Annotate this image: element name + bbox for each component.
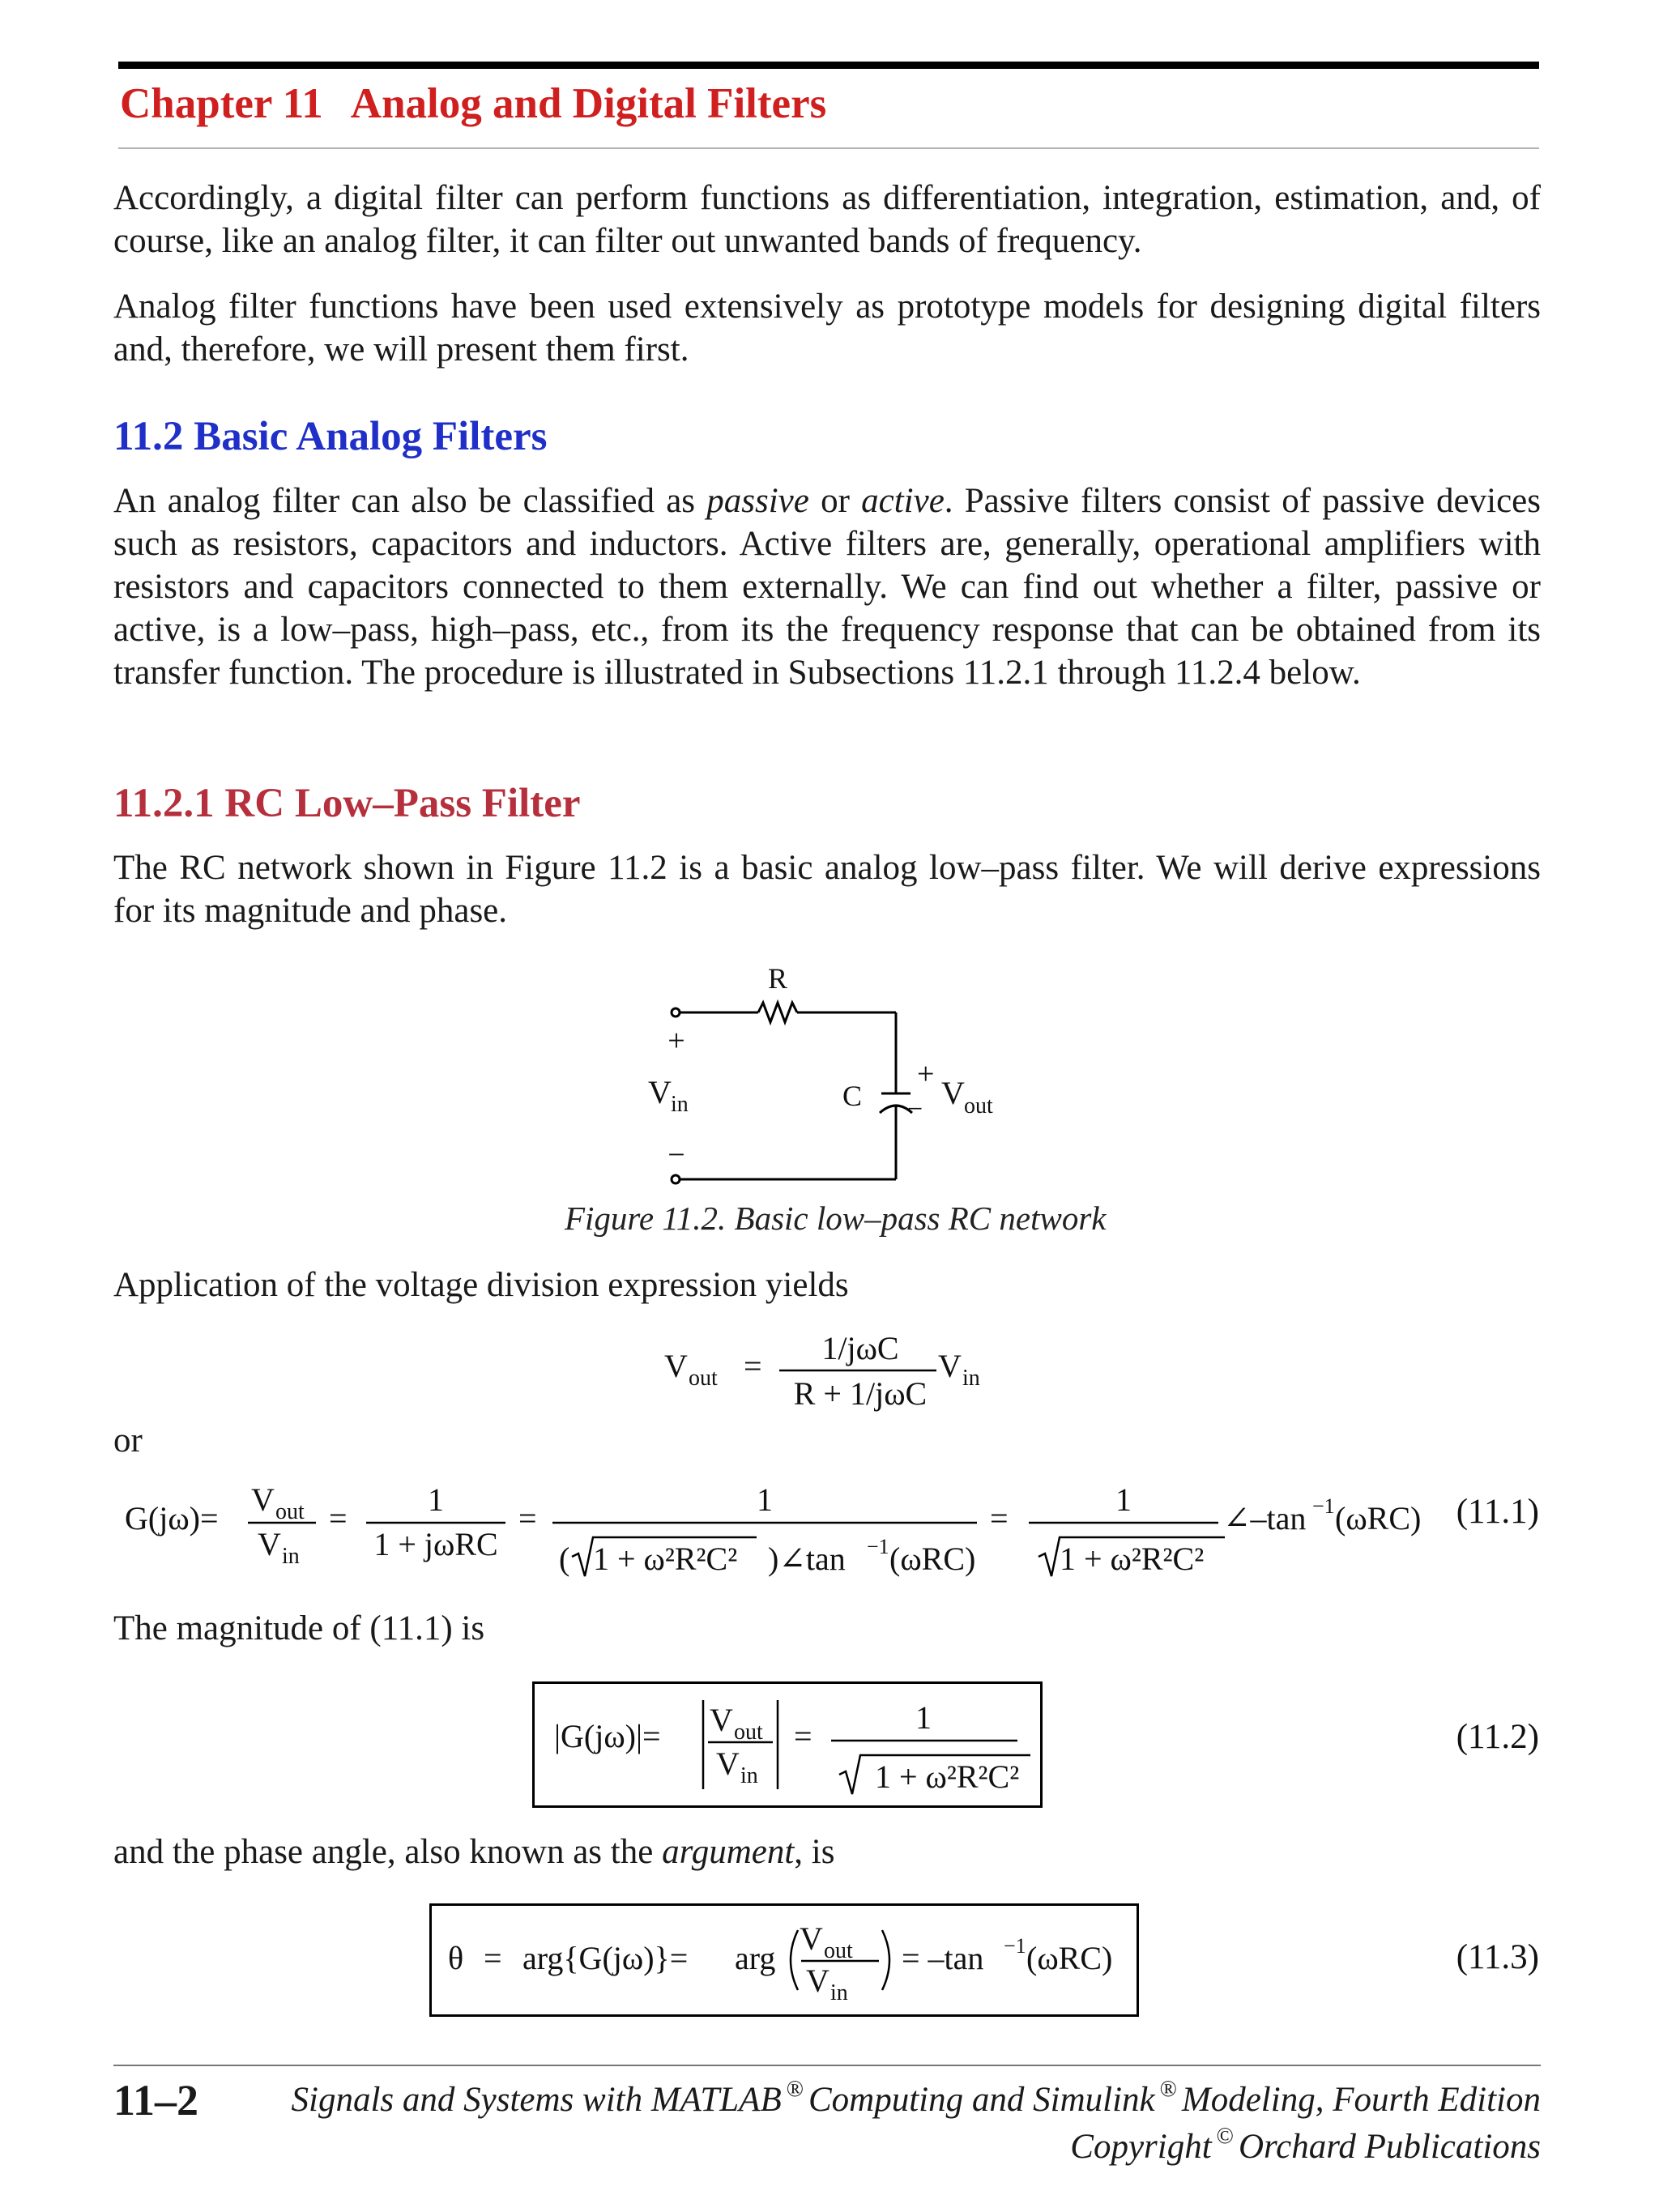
vout-plus: + [917, 1057, 935, 1091]
intro-paragraph-2: Analog filter functions have been used extensively as prototype models for designing digital filters and, therefore, we will present them first. [113, 288, 1541, 369]
footer-publisher: Orchard Publications [1238, 2128, 1541, 2166]
equation-11-3 [432, 1906, 1137, 2014]
section-text-3: . Passive filters consist of passive devices such as resistors, capacitors and inductors. Active filters are, generally, operational amplifiers with resistors and capacitors connected to them externally. We can find out whether a filter, passive or active, is a low–pass, high–pass, etc., from its the frequency response that can be obtained from its transfer function. The procedure is illustrated in Subsections 11.2.1 through 11.2.4 below. [113, 482, 1541, 692]
passive-term: passive [706, 482, 809, 520]
vin-subscript: in [671, 1092, 689, 1117]
eq1-frac1-num-sub: out [275, 1499, 305, 1524]
section-heading: 11.2 Basic Analog Filters [113, 414, 548, 459]
application-text: Application of the voltage division expression yields [113, 1266, 849, 1304]
footer-title-2: Computing and Simulink [808, 2081, 1155, 2119]
eq2-den: V [716, 1745, 740, 1782]
eq3-arg: arg [735, 1940, 776, 1976]
eq1-equals-1: = [329, 1500, 348, 1536]
subsection-heading: 11.2.1 RC Low–Pass Filter [113, 781, 581, 826]
registered-mark-1: ® [786, 2077, 804, 2102]
footer-copyright [1070, 2124, 1541, 2167]
eq2-den-sub: in [740, 1763, 758, 1788]
eq3-rhs-arg: (ωRC) [1026, 1940, 1113, 1976]
eq1-equals-2: = [518, 1500, 537, 1536]
eq2-num: V [710, 1702, 733, 1738]
vin-minus: − [667, 1138, 685, 1172]
rc-circuit-diagram [624, 956, 1045, 1195]
vin-plus: + [667, 1024, 685, 1058]
input-terminal-bottom [672, 1175, 680, 1183]
eq2-one: 1 [915, 1699, 932, 1736]
eq1-tail-sup: −1 [1312, 1494, 1335, 1518]
footer-title-3: Modeling, Fourth Edition [1181, 2081, 1541, 2119]
equation-11-1 [122, 1466, 1482, 1588]
eq-div-rhs: V [938, 1348, 962, 1384]
eq1-frac4-num: 1 [1115, 1481, 1132, 1518]
eq1-frac3-radicand: 1 + ω²R²C² [593, 1541, 738, 1577]
eq1-frac3-num: 1 [757, 1481, 773, 1518]
eq3-arg-g: arg{G(jω)}= [522, 1940, 689, 1976]
chapter-name: Analog and Digital Filters [350, 80, 827, 127]
phase-text-2: , is [794, 1833, 835, 1871]
eq1-frac3-close: )∠tan [768, 1541, 846, 1577]
resistor-label: R [767, 962, 788, 995]
eq3-den-sub: in [830, 1980, 848, 2005]
voltage-division-equation [648, 1320, 1021, 1417]
eq-div-denominator: R + 1/jωC [793, 1375, 928, 1412]
eq3-num-sub: out [824, 1938, 853, 1963]
equation-11-3-box [429, 1903, 1139, 2017]
eq2-lhs: |G(jω)|= [554, 1718, 661, 1754]
intro-paragraph-1: Accordingly, a digital filter can perform functions as differentiation, integration, estimation, and, of course, like an analog filter, it can filter out unwanted bands of frequency. [113, 179, 1541, 260]
chapter-title [120, 79, 826, 128]
footer-book-title [292, 2077, 1541, 2120]
section-text-1: An analog filter can also be classified as [113, 482, 707, 520]
eq3-theta: θ [448, 1940, 464, 1976]
footer-copyright-word: Copyright [1070, 2128, 1212, 2166]
eq3-num: V [800, 1920, 823, 1957]
eq-div-lhs: V [664, 1348, 688, 1384]
resistor-symbol [758, 1003, 797, 1022]
chapter-label: Chapter 11 [120, 80, 323, 127]
vout-subscript: out [964, 1093, 993, 1119]
magnitude-text: The magnitude of (11.1) is [113, 1609, 485, 1647]
vin-label: V [648, 1074, 672, 1110]
footer-title-1: Signals and Systems with MATLAB [291, 2081, 782, 2119]
eq-div-equals: = [744, 1348, 762, 1384]
argument-term: argument [662, 1833, 795, 1871]
eq1-frac4-radicand: 1 + ω²R²C² [1060, 1541, 1205, 1577]
eq1-tail-arg: (ωRC) [1335, 1500, 1422, 1536]
eq3-den: V [806, 1963, 830, 1999]
eq-div-rhs-sub: in [962, 1366, 980, 1391]
phase-text [113, 1831, 1541, 1873]
equation-number-11-2: (11.2) [1456, 1718, 1539, 1756]
eq1-frac3-sup: −1 [867, 1535, 889, 1558]
eq1-lhs: G(jω)= [125, 1500, 219, 1536]
eq2-num-sub: out [734, 1720, 763, 1745]
header-rule [118, 147, 1539, 149]
equation-11-2-box [532, 1681, 1043, 1808]
active-term: active [861, 482, 945, 520]
eq1-frac3-open: ( [559, 1541, 570, 1577]
phase-text-1: and the phase angle, also known as the [113, 1833, 663, 1871]
top-rule [118, 62, 1539, 69]
footer-rule [113, 2065, 1541, 2066]
eq1-tail-angle: ∠–tan [1223, 1500, 1307, 1536]
vout-label: V [941, 1075, 965, 1111]
eq3-sup: −1 [1004, 1934, 1026, 1958]
vout-minus: − [907, 1094, 923, 1124]
eq-div-numerator: 1/jωC [821, 1330, 899, 1366]
registered-mark-2: ® [1159, 2077, 1177, 2102]
eq2-radicand: 1 + ω²R²C² [875, 1758, 1020, 1795]
eq2-equals: = [794, 1718, 812, 1754]
figure-caption: Figure 11.2. Basic low–pass RC network [565, 1200, 1107, 1237]
eq1-equals-3: = [990, 1500, 1009, 1536]
eq1-frac1-den-sub: in [282, 1544, 300, 1569]
eq1-frac3-arg: (ωRC) [889, 1541, 976, 1577]
eq1-frac2-num: 1 [428, 1481, 444, 1518]
section-paragraph [113, 479, 1541, 694]
equation-number-11-3: (11.3) [1456, 1938, 1539, 1976]
equation-11-2 [535, 1684, 1040, 1805]
subsection-paragraph: The RC network shown in Figure 11.2 is a basic analog low–pass filter. We will derive expressions for its magnitude and phase. [113, 849, 1541, 930]
eq1-frac1-num: V [251, 1481, 275, 1518]
eq3-equals: = [484, 1940, 502, 1976]
section-text-2: or [808, 482, 862, 520]
equation-number-11-1: (11.1) [1456, 1493, 1539, 1531]
capacitor-label: C [842, 1080, 863, 1112]
or-text: or [113, 1421, 143, 1460]
input-terminal-top [672, 1008, 680, 1016]
copyright-mark: © [1216, 2124, 1234, 2149]
eq-div-lhs-sub: out [689, 1366, 718, 1391]
eq3-rhs: = –tan [902, 1940, 984, 1976]
eq1-frac1-den: V [258, 1526, 281, 1562]
page-number: 11–2 [113, 2076, 199, 2125]
eq1-frac2-den: 1 + jωRC [373, 1526, 498, 1562]
